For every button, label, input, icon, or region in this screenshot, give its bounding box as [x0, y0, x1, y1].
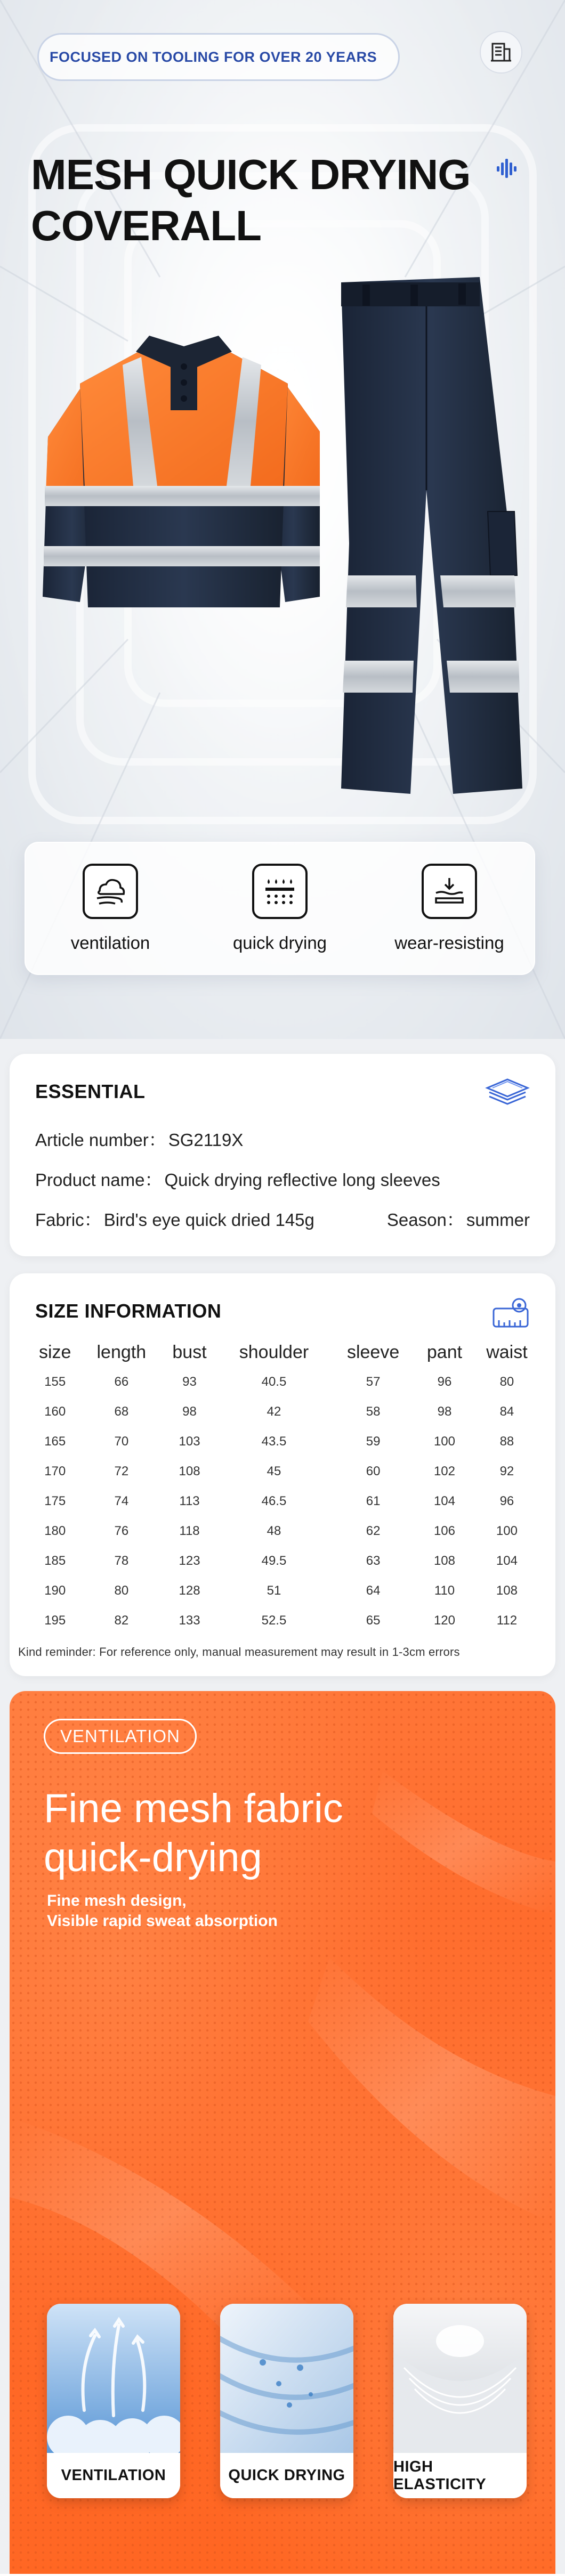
- column-header-size: size: [38, 1342, 71, 1362]
- table-row: [29, 1546, 540, 1576]
- table-cell: 49.5: [261, 1554, 287, 1568]
- tape-measure-icon: [491, 1297, 530, 1329]
- feature-quick-drying: [205, 864, 354, 953]
- table-cell: 65: [366, 1613, 381, 1628]
- fabric-group: [35, 1206, 314, 1231]
- feature-icons-card: [25, 842, 535, 975]
- essential-title: ESSENTIAL: [35, 1080, 146, 1102]
- feature-wear-resisting-label: wear-resisting: [394, 933, 504, 953]
- size-information-title: SIZE INFORMATION: [35, 1300, 222, 1322]
- table-row: [29, 1576, 540, 1606]
- size-table: [29, 1337, 540, 1636]
- table-cell: 74: [114, 1494, 129, 1508]
- table-cell: 60: [366, 1464, 381, 1478]
- article-number-label: Article number：: [35, 1130, 166, 1150]
- essential-card: [10, 1054, 555, 1256]
- spacer: [0, 1256, 565, 1273]
- table-cell: 160: [44, 1404, 66, 1419]
- table-cell: 64: [366, 1583, 381, 1598]
- table-cell: 88: [499, 1434, 514, 1449]
- airflow-arrows-image: [47, 2304, 180, 2453]
- ventilation-panel: [10, 1691, 555, 2574]
- hero-section: [0, 0, 565, 1039]
- title-line-1: MESH QUICK DRYING: [31, 151, 471, 198]
- building-icon[interactable]: [480, 31, 522, 74]
- table-cell: 66: [114, 1375, 129, 1389]
- table-cell: 113: [179, 1494, 200, 1508]
- table-cell: 70: [114, 1434, 129, 1449]
- table-cell: 58: [366, 1404, 381, 1419]
- elastic-fabric-image: [393, 2304, 527, 2453]
- product-name-value: Quick drying reflective long sleeves: [164, 1170, 440, 1190]
- drops-grid-icon: [252, 864, 308, 919]
- ventilation-subtitle: [47, 1891, 278, 1931]
- table-cell: 52.5: [261, 1613, 287, 1628]
- table-cell: 104: [433, 1494, 455, 1508]
- table-cell: 98: [182, 1404, 197, 1419]
- fabric-value: Bird's eye quick dried 145g: [103, 1210, 314, 1230]
- table-cell: 98: [437, 1404, 452, 1419]
- table-cell: 72: [114, 1464, 129, 1478]
- table-cell: 68: [114, 1404, 129, 1419]
- feature-wear-resisting: [375, 864, 524, 953]
- table-row: [29, 1427, 540, 1457]
- table-cell: 100: [433, 1434, 455, 1449]
- feature-ventilation-label: ventilation: [70, 933, 150, 953]
- table-cell: 46.5: [261, 1494, 287, 1508]
- ventilation-badge: [44, 1719, 197, 1754]
- fiber-drying-image: [220, 2304, 353, 2453]
- feature-quick-drying-label: quick drying: [232, 933, 327, 953]
- table-cell: 155: [44, 1375, 66, 1389]
- tagline-text: FOCUSED ON TOOLING FOR OVER 20 YEARS: [50, 48, 377, 65]
- season-group: [387, 1206, 530, 1231]
- ventilation-title: [44, 1784, 343, 1882]
- table-row: [29, 1486, 540, 1516]
- table-cell: 120: [433, 1613, 455, 1628]
- table-cell: 76: [114, 1524, 129, 1538]
- building-icon-graphic: [489, 40, 513, 64]
- table-cell: 92: [499, 1464, 514, 1478]
- table-row: [29, 1457, 540, 1486]
- ventilation-subtitle-line-1: Fine mesh design,: [47, 1892, 187, 1909]
- table-cell: 175: [44, 1494, 66, 1508]
- table-row: [29, 1516, 540, 1546]
- table-cell: 42: [267, 1404, 281, 1419]
- table-cell: 59: [366, 1434, 381, 1449]
- table-cell: 133: [179, 1613, 200, 1628]
- layers-icon: [485, 1077, 530, 1108]
- thumb-quick-drying: [220, 2304, 353, 2498]
- table-cell: 80: [499, 1375, 514, 1389]
- table-cell: 80: [114, 1583, 129, 1598]
- table-cell: 128: [179, 1583, 200, 1598]
- table-cell: 104: [496, 1554, 518, 1568]
- table-cell: 96: [437, 1375, 452, 1389]
- tagline-pill: [37, 33, 400, 81]
- table-cell: 61: [366, 1494, 381, 1508]
- fabric-label: Fabric：: [35, 1210, 102, 1230]
- table-cell: 110: [434, 1583, 455, 1598]
- article-number-row: [35, 1126, 530, 1151]
- ventilation-badge-label: VENTILATION: [60, 1726, 180, 1746]
- column-header-waist: waist: [486, 1342, 528, 1362]
- page-title: [31, 149, 500, 251]
- table-cell: 195: [44, 1613, 66, 1628]
- table-row: [29, 1606, 540, 1636]
- thumb-quick-drying-caption: QUICK DRYING: [220, 2453, 353, 2498]
- sound-wave-icon: [496, 158, 519, 179]
- work-trousers: [341, 277, 522, 794]
- table-row: [29, 1367, 540, 1397]
- table-cell: 43.5: [261, 1434, 287, 1449]
- column-header-length: length: [96, 1342, 147, 1362]
- table-row: [29, 1397, 540, 1427]
- thumb-ventilation-caption: VENTILATION: [47, 2453, 180, 2498]
- essential-section: [0, 1054, 565, 1256]
- size-table-body: [29, 1367, 540, 1636]
- feature-thumbnails: [47, 2304, 527, 2506]
- table-cell: 106: [433, 1524, 455, 1538]
- table-cell: 62: [366, 1524, 381, 1538]
- table-cell: 103: [179, 1434, 200, 1449]
- table-cell: 102: [433, 1464, 455, 1478]
- title-line-2: COVERALL: [31, 202, 261, 249]
- season-value: summer: [466, 1210, 530, 1230]
- table-cell: 170: [44, 1464, 66, 1478]
- spacer: [0, 1039, 565, 1054]
- table-cell: 165: [44, 1434, 66, 1449]
- product-name-row: [35, 1166, 530, 1191]
- column-header-pant: pant: [426, 1342, 463, 1362]
- table-cell: 118: [179, 1524, 200, 1538]
- table-cell: 100: [496, 1524, 518, 1538]
- column-header-shoulder: shoulder: [239, 1342, 309, 1362]
- size-reminder-note: Kind reminder: For reference only, manual measurement may result in 1-3cm errors: [18, 1645, 460, 1659]
- thumb-high-elasticity-caption: HIGH ELASTICITY: [393, 2453, 527, 2498]
- table-cell: 51: [267, 1583, 281, 1598]
- table-cell: 82: [114, 1613, 129, 1628]
- table-cell: 123: [179, 1554, 200, 1568]
- fabric-layer-icon: [422, 864, 477, 919]
- size-information-card: [10, 1273, 555, 1676]
- table-cell: 185: [44, 1554, 66, 1568]
- column-header-sleeve: sleeve: [346, 1342, 400, 1362]
- polo-shirt: [43, 336, 320, 607]
- ventilation-section: [0, 1676, 565, 2574]
- ventilation-subtitle-line-2: Visible rapid sweat absorption: [47, 1912, 278, 1930]
- table-cell: 84: [499, 1404, 514, 1419]
- article-number-value: SG2119X: [168, 1130, 244, 1150]
- table-cell: 93: [182, 1375, 197, 1389]
- table-cell: 108: [179, 1464, 200, 1478]
- table-cell: 96: [499, 1494, 514, 1508]
- table-cell: 108: [433, 1554, 455, 1568]
- table-cell: 40.5: [261, 1375, 287, 1389]
- feature-ventilation: [36, 864, 185, 953]
- cloud-wind-icon: [83, 864, 138, 919]
- season-label: Season：: [386, 1210, 464, 1230]
- table-cell: 57: [366, 1375, 381, 1389]
- product-name-label: Product name：: [35, 1170, 163, 1190]
- fabric-season-row: [35, 1206, 530, 1231]
- table-cell: 180: [44, 1524, 66, 1538]
- garment-illustration: [43, 277, 533, 810]
- table-cell: 190: [44, 1583, 66, 1598]
- table-cell: 63: [366, 1554, 381, 1568]
- thumb-ventilation: [47, 2304, 180, 2498]
- thumb-high-elasticity: [393, 2304, 527, 2498]
- size-table-header: [29, 1337, 540, 1367]
- size-section: [0, 1273, 565, 1676]
- table-cell: 78: [114, 1554, 129, 1568]
- table-cell: 48: [267, 1524, 281, 1538]
- ventilation-title-line-2: quick-drying: [44, 1835, 262, 1880]
- table-cell: 108: [496, 1583, 518, 1598]
- table-cell: 45: [267, 1464, 281, 1478]
- table-cell: 112: [496, 1613, 518, 1628]
- ventilation-title-line-1: Fine mesh fabric: [44, 1786, 343, 1831]
- column-header-bust: bust: [172, 1342, 207, 1362]
